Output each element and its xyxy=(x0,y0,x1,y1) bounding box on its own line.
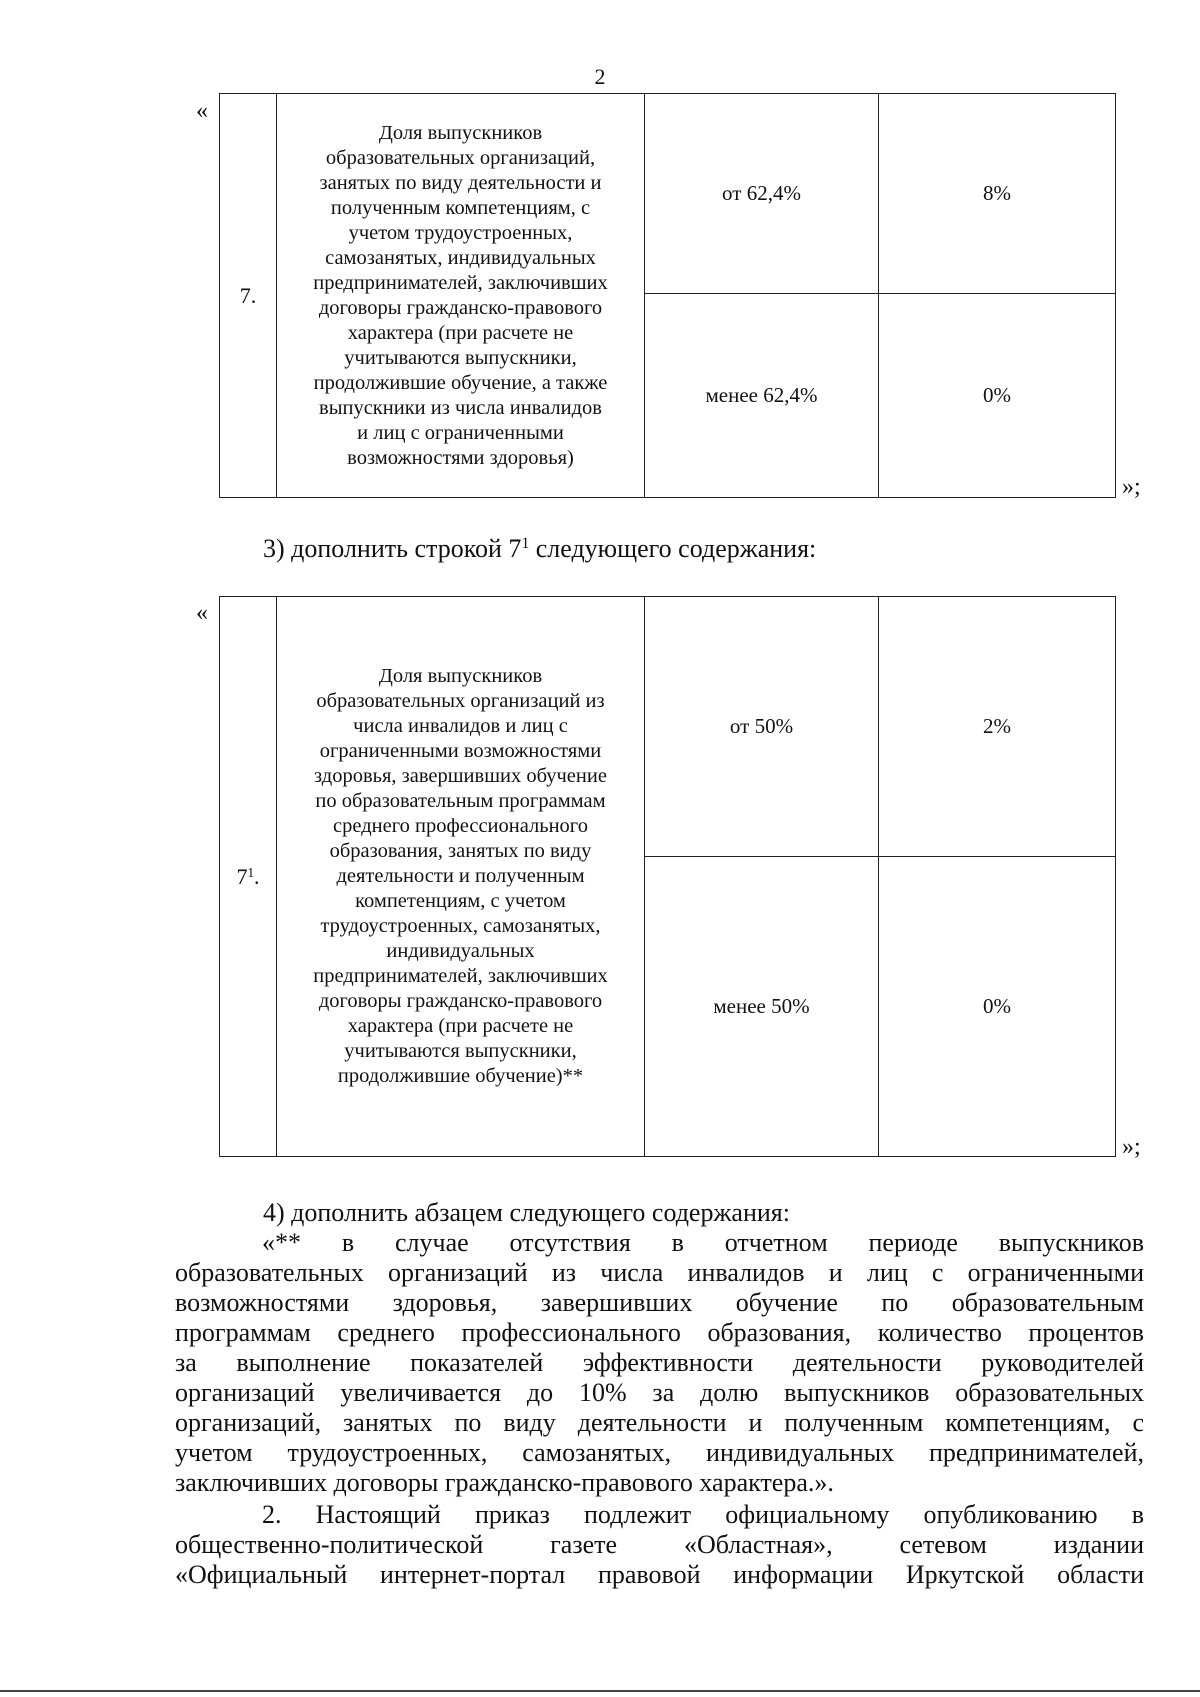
percent-cell: 2% xyxy=(879,597,1116,857)
description-line: полученным компетенциям, с xyxy=(330,196,591,219)
description-line: индивидуальных xyxy=(386,940,535,962)
item-4-text: 4) дополнить абзацем следующего содержания: xyxy=(263,1198,790,1227)
closing-quote: »; xyxy=(1122,1134,1141,1160)
indicator-table-row-7 xyxy=(219,93,1116,498)
opening-quote: « xyxy=(196,600,208,626)
page-number: 2 xyxy=(594,64,606,89)
description-line: Доля выпускников xyxy=(378,665,543,687)
description-line: ограниченными возможностями xyxy=(319,740,602,762)
closing-quote: »; xyxy=(1122,474,1141,500)
threshold-cell: менее 62,4% xyxy=(645,294,879,498)
description-line: учитываются выпускники, xyxy=(344,346,577,369)
description-line: договоры гражданско-правового xyxy=(318,990,603,1012)
description-line: предпринимателей, заключивших xyxy=(313,271,608,294)
description-line: продолжившие обучение)** xyxy=(337,1065,584,1087)
row-number: 7. xyxy=(220,94,277,498)
description-line: среднего профессионального xyxy=(333,815,588,837)
footnote-line: за выполнение показателей эффективности деятельности руководителей xyxy=(175,1348,1144,1377)
footnote-line: организаций, занятых по виду деятельности и полученным компетенциям, с xyxy=(175,1408,1144,1437)
description-line: Доля выпускников xyxy=(378,121,543,144)
threshold-cell: от 62,4% xyxy=(645,94,879,294)
description-line: предпринимателей, заключивших xyxy=(313,965,608,987)
row-number: $7^1$. xyxy=(220,597,277,1157)
page-bottom-rule xyxy=(0,1690,1200,1692)
threshold-cell: менее 50% xyxy=(645,857,879,1157)
description-line: характера (при расчете не xyxy=(347,321,574,344)
threshold-cell: от 50% xyxy=(645,597,879,857)
percent-cell: 0% xyxy=(879,857,1116,1157)
paragraph-2-line: 2. Настоящий приказ подлежит официальному опубликованию в xyxy=(262,1500,1144,1529)
indicator-description xyxy=(277,94,645,498)
item-3-text: 3) дополнить строкой $7^1$ следующего содержания: xyxy=(263,534,817,563)
description-line: продолжившие обучение, а также xyxy=(313,371,608,394)
description-line: самозанятых, индивидуальных xyxy=(325,246,596,269)
paragraph-2-line: «Официальный интернет-портал правовой информации Иркутской области xyxy=(175,1560,1144,1589)
footnote-line: «** в случае отсутствия в отчетном периоде выпускников xyxy=(262,1228,1144,1257)
description-line: здоровья, завершивших обучение xyxy=(314,765,607,787)
description-line: компетенциям, с учетом xyxy=(355,890,566,912)
description-line: учетом трудоустроенных, xyxy=(348,221,573,244)
footnote-line: программам среднего профессионального образования, количество процентов xyxy=(175,1318,1144,1347)
description-line: образовательных организаций из xyxy=(316,690,605,712)
description-line: деятельности и полученным xyxy=(336,865,585,887)
description-line: выпускники из числа инвалидов xyxy=(319,396,602,419)
opening-quote: « xyxy=(196,98,208,124)
description-line: по образовательным программам xyxy=(315,790,606,812)
description-line: договоры гражданско-правового xyxy=(318,296,603,319)
footnote-line: возможностями здоровья, завершивших обучение по образовательным xyxy=(175,1288,1144,1317)
footnote-line: учетом трудоустроенных, самозанятых, индивидуальных предпринимателей, xyxy=(175,1438,1144,1467)
percent-cell: 8% xyxy=(879,94,1116,294)
description-line: образовательных организаций, xyxy=(325,146,596,169)
footnote-line: образовательных организаций из числа инвалидов и лиц с ограниченными xyxy=(175,1258,1144,1287)
indicator-table-row-7-1 xyxy=(219,596,1116,1157)
description-line: учитываются выпускники, xyxy=(344,1040,577,1062)
percent-cell: 0% xyxy=(879,294,1116,498)
description-line: характера (при расчете не xyxy=(347,1015,574,1037)
description-line: и лиц с ограниченными xyxy=(357,421,564,444)
footnote-line: заключивших договоры гражданско-правового характера.». xyxy=(175,1468,834,1497)
description-line: числа инвалидов и лиц с xyxy=(353,715,568,737)
description-line: возможностями здоровья) xyxy=(347,446,574,469)
description-line: образования, занятых по виду xyxy=(329,840,592,862)
paragraph-2-line: общественно-политической газете «Областная», сетевом издании xyxy=(175,1530,1144,1559)
description-line: занятых по виду деятельности и xyxy=(319,171,602,194)
footnote-line: организаций увеличивается до 10% за долю выпускников образовательных xyxy=(175,1378,1144,1407)
indicator-description xyxy=(277,597,645,1157)
description-line: трудоустроенных, самозанятых, xyxy=(320,915,601,937)
